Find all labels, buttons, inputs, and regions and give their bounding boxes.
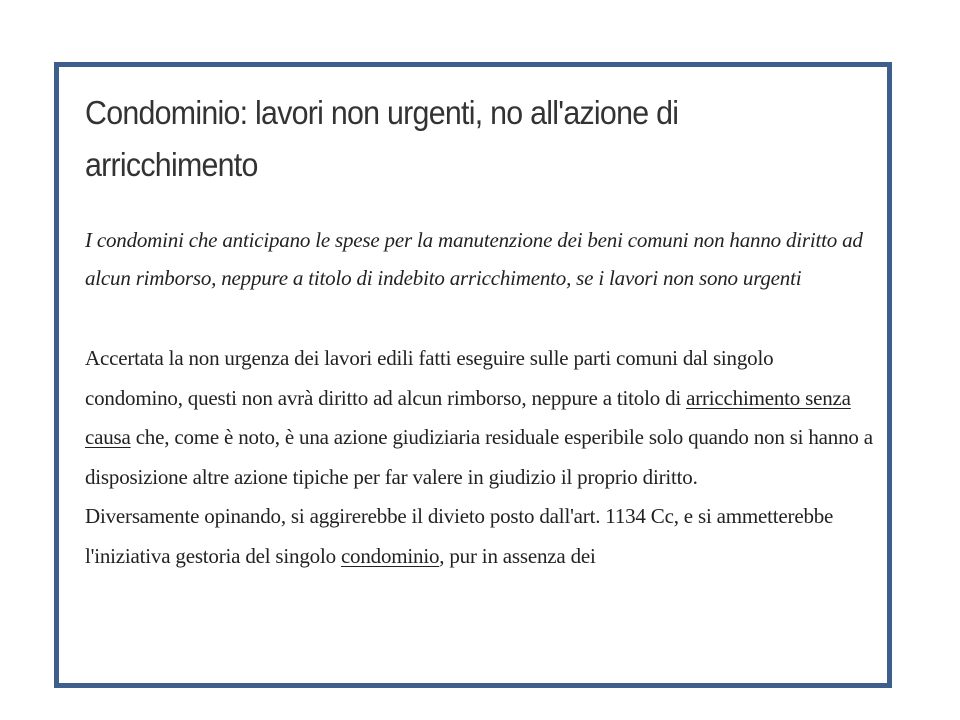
paragraph-1-text-start: Accertata la non urgenza dei lavori edili fatti eseguire sulle parti comuni dal singolo condomino, questi non avrà diritto ad alcun rimborso, neppure a titolo di xyxy=(85,346,774,410)
article-title: Condominio: lavori non urgenti, no all'azione di arricchimento xyxy=(85,94,679,183)
paragraph-2-text-end: , pur in assenza dei xyxy=(439,543,596,568)
link-condominio[interactable]: condominio xyxy=(340,543,440,568)
paragraph-1 xyxy=(85,339,875,497)
paragraph-1-text-end: che, come è noto, è una azione giudiziaria residuale esperibile solo quando non si hanno a disposizione altre azione tipiche per far valere in giudizio il proprio diritto. xyxy=(85,425,873,489)
paragraph-2-text-start: Diversamente opinando, si aggirerebbe il divieto posto dall'art. 1134 Cc, e si ammetterebbe l'iniziativa gestoria del singolo xyxy=(85,504,834,568)
paragraph-2 xyxy=(85,497,875,576)
article-subtitle: I condomini che anticipano le spese per la manutenzione dei beni comuni non hanno diritto ad alcun rimborso, neppure a titolo di indebito arricchimento, se i lavori non sono urgenti xyxy=(85,228,863,290)
article-body xyxy=(85,339,875,576)
link-arricchimento-senza-causa[interactable]: arricchimento senza causa xyxy=(85,385,851,449)
article-content xyxy=(85,87,885,576)
slide-frame xyxy=(54,62,892,688)
